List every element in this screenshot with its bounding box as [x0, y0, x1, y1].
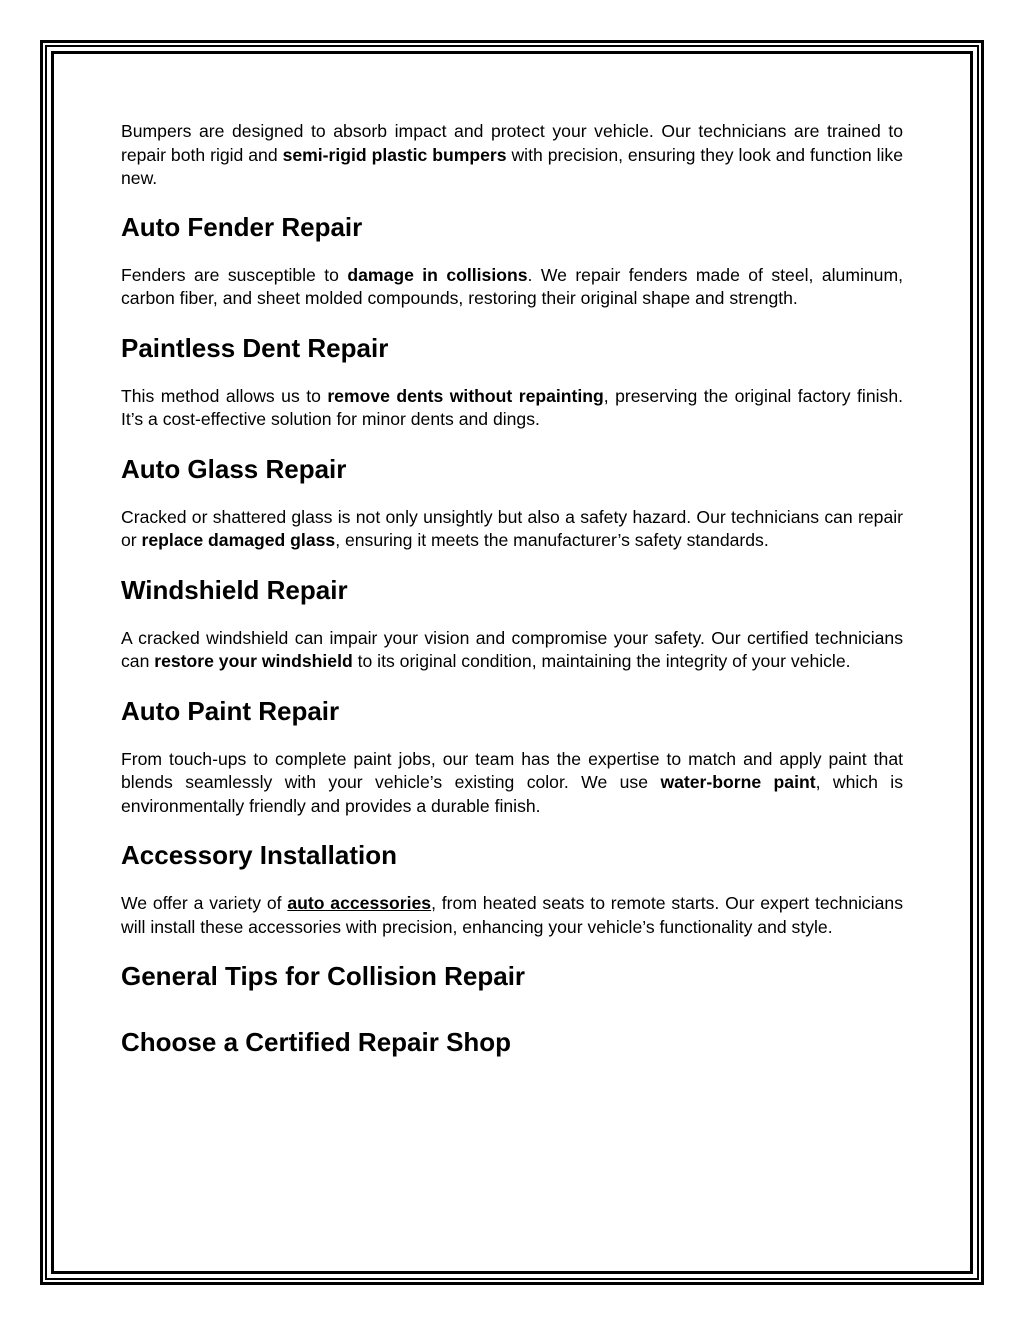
heading-paintless-dent-repair: Paintless Dent Repair — [121, 332, 389, 363]
heading-choose-certified-shop: Choose a Certified Repair Shop — [121, 1027, 512, 1057]
paragraph-accessory-installation: We offer a variety of auto accessories, from heated seats to remote starts. Our expert technicians will install these accessories with precision, enhancing your vehicle’s functionality and style. — [121, 893, 903, 937]
intro-paragraph — [121, 120, 903, 191]
heading-general-tips: General Tips for Collision Repair — [121, 961, 526, 991]
heading-windshield-repair: Windshield Repair — [121, 574, 348, 605]
document-body — [121, 120, 903, 1057]
intro-text: Bumpers are designed to absorb impact and protect your vehicle. Our technicians are trained to repair both rigid and — [121, 121, 903, 165]
auto-accessories-link[interactable]: auto accessories — [287, 893, 432, 913]
heading-auto-paint-repair: Auto Paint Repair — [121, 695, 340, 726]
paragraph-auto-glass-repair: Cracked or shattered glass is not only unsightly but also a safety hazard. Our technicians can repair or replace damaged glass, ensuring it meets the manufacturer’s safety standards. — [121, 506, 903, 550]
paragraph-auto-fender-repair: Fenders are susceptible to damage in collisions. We repair fenders made of steel, aluminum, carbon fiber, and sheet molded compounds, restoring their original shape and strength. — [121, 264, 904, 308]
heading-auto-glass-repair: Auto Glass Repair — [121, 453, 347, 484]
paragraph-paintless-dent-repair: This method allows us to remove dents without repainting, preserving the original factory finish. It’s a cost-effective solution for minor dents and dings. — [121, 385, 903, 429]
heading-auto-fender-repair: Auto Fender Repair — [121, 211, 363, 242]
intro-text-end: with precision, ensuring they look and function like new. — [121, 144, 903, 188]
paragraph-windshield-repair: A cracked windshield can impair your vision and compromise your safety. Our certified technicians can restore your windshield to its original condition, maintaining the integrity of your vehicle. — [121, 627, 903, 671]
intro-bold-text: semi-rigid plastic bumpers — [282, 144, 507, 165]
heading-accessory-installation: Accessory Installation — [121, 840, 397, 870]
paragraph-auto-paint-repair: From touch-ups to complete paint jobs, our team has the expertise to match and apply paint that blends seamlessly with your vehicle’s existing color. We use water-borne paint, which is environmentally friendly and provides a durable finish. — [121, 748, 903, 816]
